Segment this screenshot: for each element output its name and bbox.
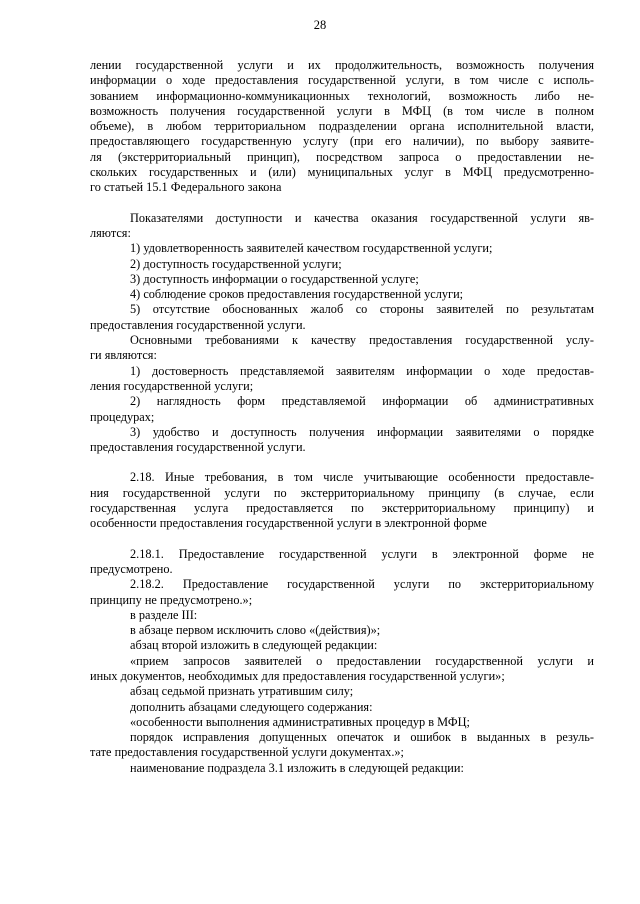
text-line: государственная услуга предоставляется по экстерриториальному принципу) и — [90, 501, 594, 516]
paragraph — [90, 211, 594, 242]
text-line: ления государственной услуги; — [90, 378, 254, 393]
paragraph — [90, 638, 594, 653]
text-line: 2) наглядность форм представляемой информации об административных — [130, 394, 594, 409]
text-line: в разделе III: — [130, 607, 198, 622]
paragraph — [90, 333, 594, 364]
text-line: принципу не предусмотрено.»; — [90, 592, 253, 607]
text-line: 1) удовлетворенность заявителей качеством государственной услуги; — [130, 241, 493, 256]
paragraph-gap — [90, 532, 594, 547]
paragraph — [90, 287, 594, 302]
text-line: предусмотрено. — [90, 561, 173, 576]
paragraph — [90, 302, 594, 333]
text-line: ля (экстерриториальный принцип), посредством запроса о предоставлении не- — [90, 149, 594, 164]
paragraph — [90, 577, 594, 608]
text-line: особенности предоставления государственной услуги в электронной форме — [90, 516, 487, 531]
text-line: 2.18. Иные требования, в том числе учитывающие особенности предоставле- — [130, 470, 594, 485]
text-line: 2) доступность государственной услуги; — [130, 256, 342, 271]
text-line: ги являются: — [90, 348, 157, 363]
text-line: 2.18.1. Предоставление государственной услуги в электронной форме не — [130, 546, 594, 561]
text-line: лении государственной услуги и их продолжительность, возможность получения — [90, 58, 594, 72]
text-line: 3) удобство и доступность получения информации заявителями о порядке — [130, 424, 594, 439]
paragraph — [90, 730, 594, 761]
paragraph — [90, 684, 594, 699]
paragraph — [90, 257, 594, 272]
paragraph — [90, 608, 594, 623]
paragraph — [90, 272, 594, 287]
page-number: 28 — [313, 18, 327, 32]
text-line: 4) соблюдение сроков предоставления государственной услуги; — [130, 287, 464, 302]
paragraph — [90, 547, 594, 578]
text-line: «прием запросов заявителей о предоставлении государственной услуги и — [130, 653, 594, 668]
text-line: информации о ходе предоставления государственной услуги, в том числе с исполь- — [90, 73, 594, 88]
text-line: предоставления государственной услуги. — [90, 317, 306, 332]
text-line: объеме), в любом территориальном подразделении органа исполнительной власти, — [90, 119, 594, 134]
paragraph — [90, 761, 594, 776]
paragraph — [90, 241, 594, 256]
paragraph — [90, 623, 594, 638]
paragraph — [90, 700, 594, 715]
paragraph — [90, 394, 594, 425]
text-line: абзац второй изложить в следующей редакции: — [130, 638, 378, 653]
document-body — [90, 58, 594, 776]
text-line: 1) достоверность представляемой заявителям информации о ходе предостав- — [130, 363, 594, 378]
paragraph-gap — [90, 196, 594, 211]
text-line: в абзаце первом исключить слово «(действия)»; — [130, 623, 381, 638]
text-line: абзац седьмой признать утратившим силу; — [130, 684, 354, 699]
paragraph — [90, 470, 594, 531]
paragraph — [90, 654, 594, 685]
text-line: 2.18.2. Предоставление государственной услуги по экстерриториальному — [130, 577, 594, 592]
text-line: го статьей 15.1 Федерального закона — [90, 180, 282, 195]
text-line: скольких государственных и (или) муниципальных услуг в МФЦ предусмотренно- — [90, 165, 594, 180]
paragraph — [90, 715, 594, 730]
text-line: ния государственной услуги по экстерриториальному принципу (в случае, если — [90, 485, 594, 500]
text-line: 5) отсутствие обоснованных жалоб со стороны заявителей по результатам — [130, 302, 594, 317]
text-line: дополнить абзацами следующего содержания: — [130, 699, 373, 714]
paragraph-gap — [90, 455, 594, 470]
text-line: зованием информационно-коммуникационных технологий, возможность либо не- — [90, 88, 594, 103]
text-line: тате предоставления государственной услуги документах.»; — [90, 745, 404, 760]
text-line: предоставляющего государственную услугу (при его наличии), по выбору заявите- — [90, 134, 594, 149]
text-line: «особенности выполнения административных процедур в МФЦ; — [130, 714, 470, 729]
text-line: иных документов, необходимых для предоставления государственной услуги»; — [90, 668, 505, 683]
paragraph — [90, 364, 594, 395]
text-line: 3) доступность информации о государственной услуге; — [130, 271, 419, 286]
text-line: Основными требованиями к качеству предоставления государственной услу- — [130, 333, 594, 348]
text-line: возможность получения государственной услуги в МФЦ (в том числе в полном — [90, 103, 594, 118]
text-line: предоставления государственной услуги. — [90, 440, 306, 455]
paragraph — [90, 58, 594, 196]
paragraph — [90, 425, 594, 456]
text-line: порядок исправления допущенных опечаток и ошибок в выданных в резуль- — [130, 730, 594, 745]
text-line: Показателями доступности и качества оказания государственной услуги яв- — [130, 210, 594, 225]
text-line: процедурах; — [90, 409, 155, 424]
text-line: наименование подраздела 3.1 изложить в следующей редакции: — [130, 760, 464, 775]
text-line: ляются: — [90, 225, 131, 240]
